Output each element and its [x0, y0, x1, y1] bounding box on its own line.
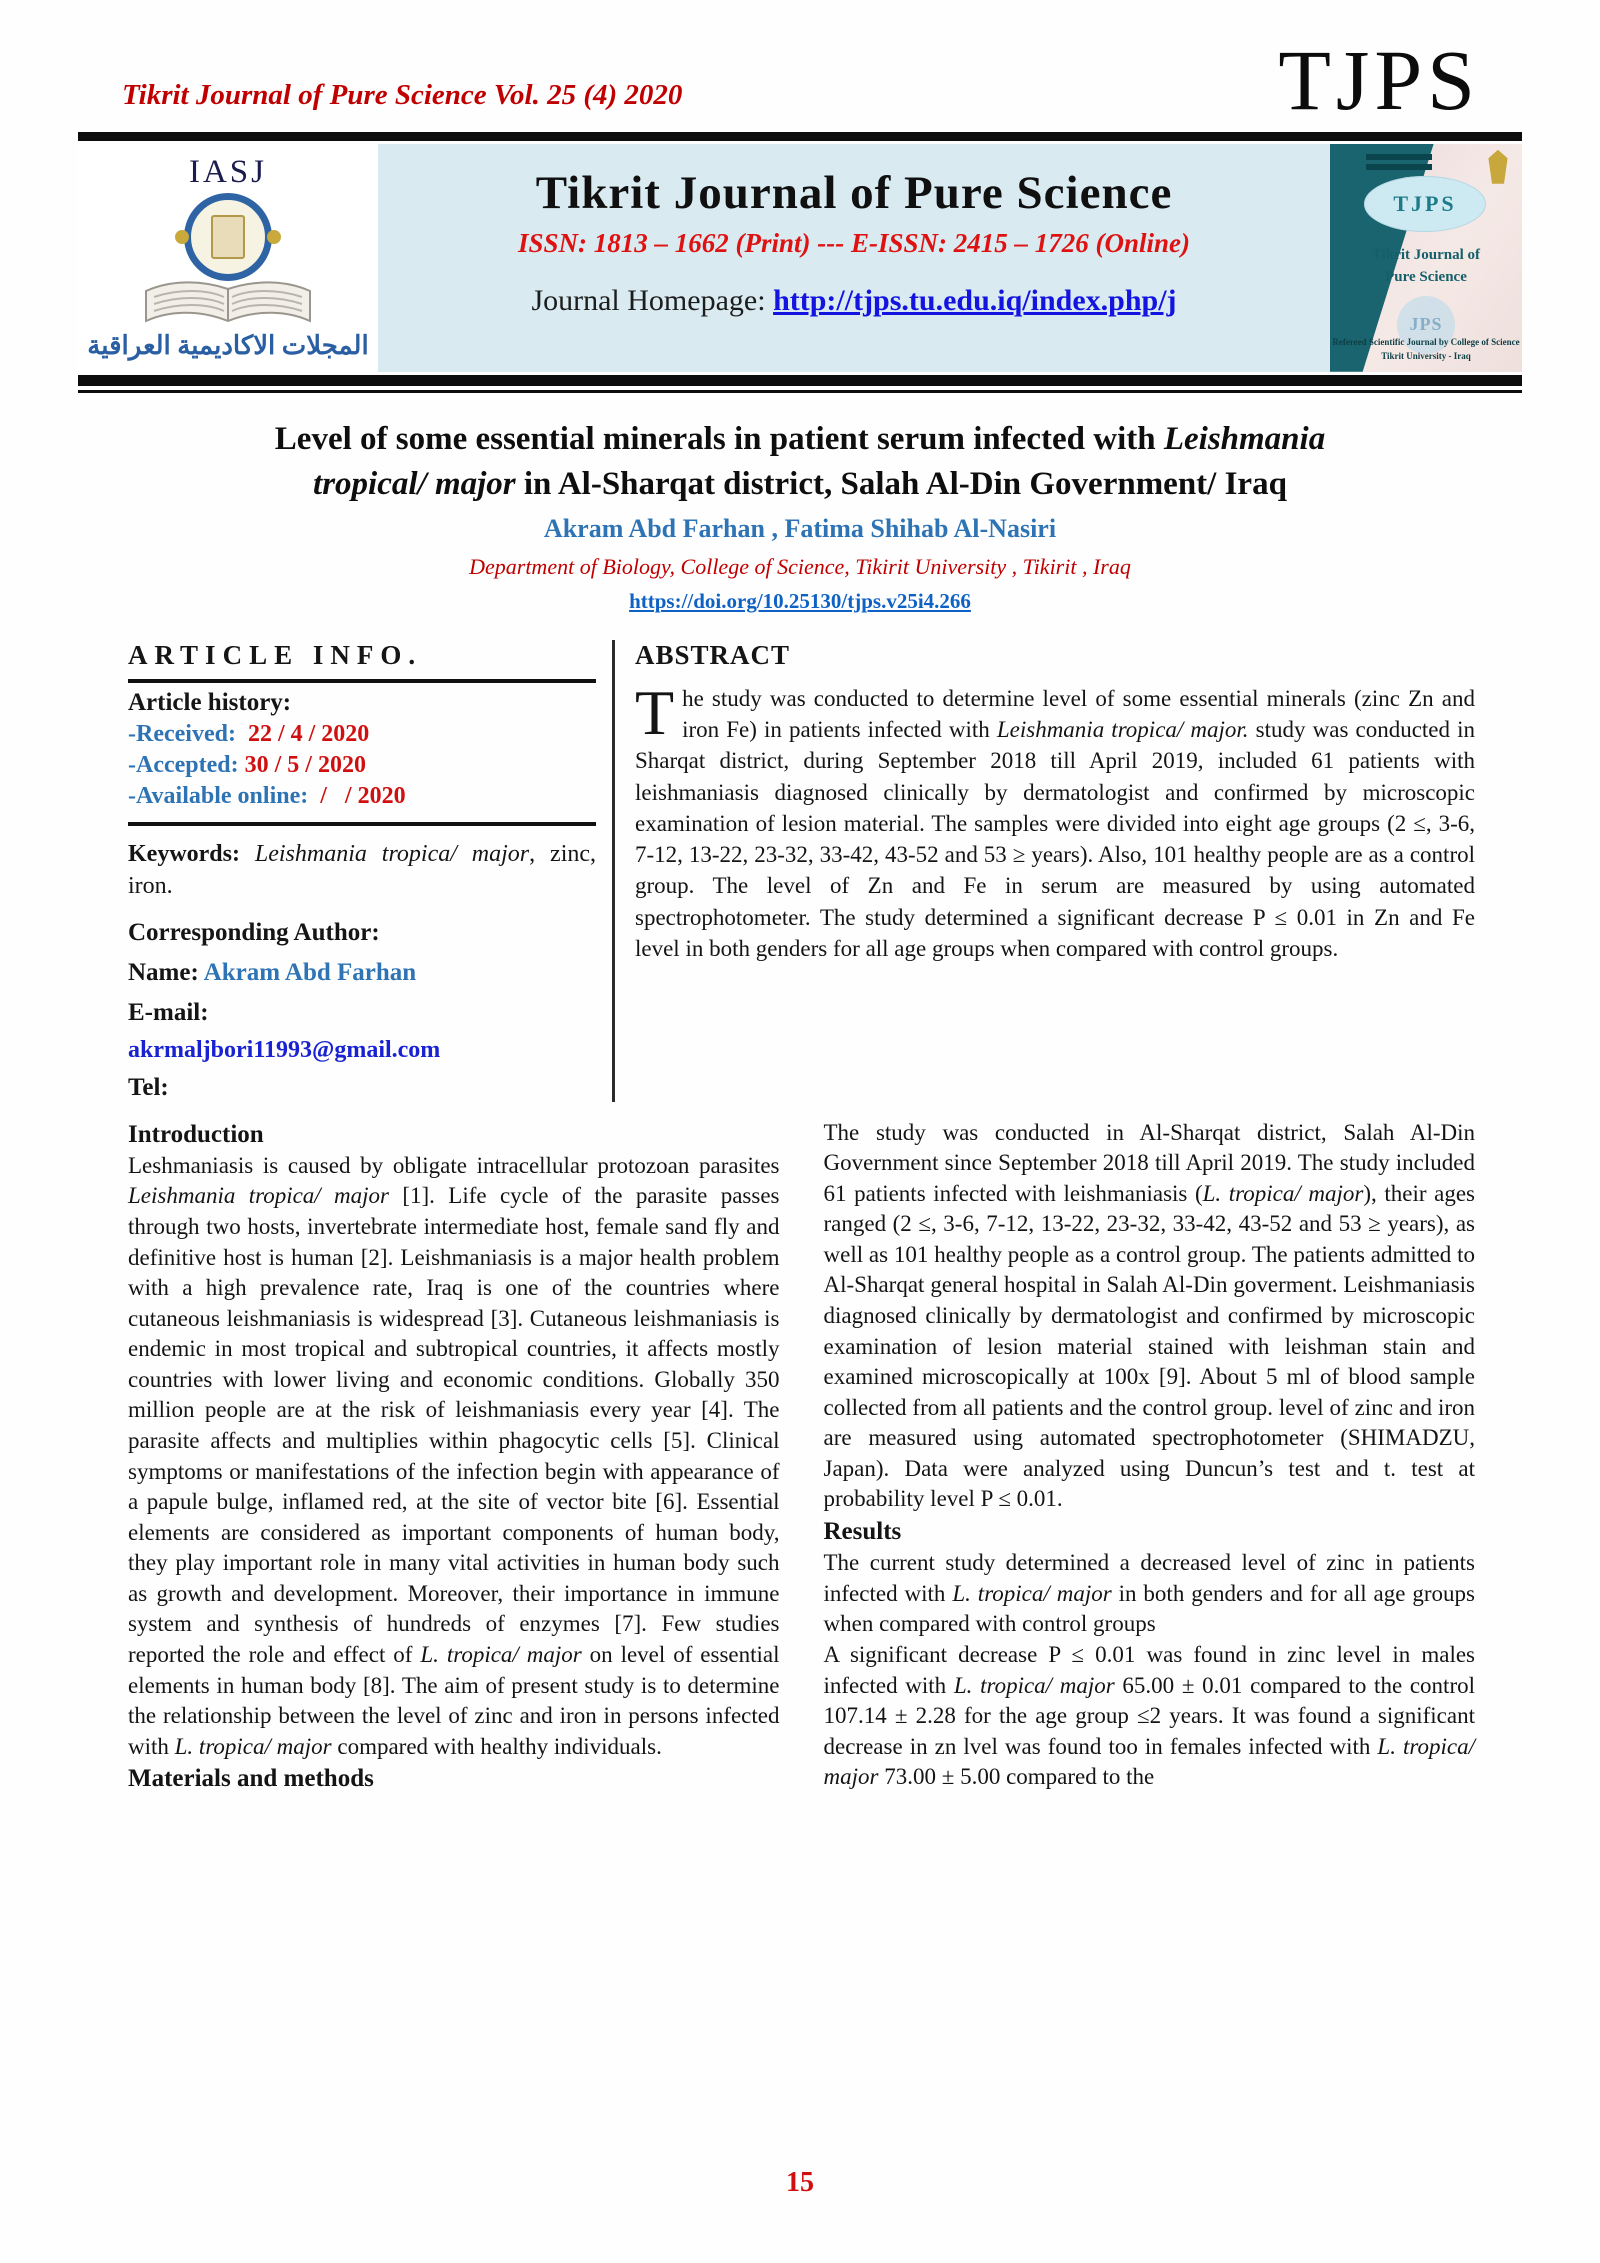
results-p2-seg3: 65.00 ± 0.01 compared to the control 107.14 ± 2.28 for the age group ≤2 years. It was found a significant decrease in zn lvel was found too in females infected with — [823, 1672, 1475, 1759]
article-history-block — [128, 683, 596, 826]
iasj-emblem-center-icon — [211, 215, 245, 259]
cover-tjps-badge: TJPS — [1364, 176, 1486, 232]
abstract-seg3: study was conducted in Sharqat district, during September 2018 till April 2019, included 61 patients with leishmaniasis diagnosed clinically by dermatologist and confirmed by microscopic examination of lesion material. The samples were divided into eight age groups (2 ≤, 3-6, 7-12, 13-22, 23-32, 33-42, 43-52 and 53 ≥ years). Also, 101 healthy people are as a control group. The level of Zn and Fe in serum are measured by using automated spectrophotometer. The study determined a significant decrease P ≤ 0.01 in Zn and Fe level in both genders for all age groups when compared with control groups. — [635, 717, 1476, 961]
iasj-logo-block — [78, 144, 378, 372]
intro-seg4-italic: L. tropica/ major — [420, 1642, 582, 1668]
email-label: E-mail: — [128, 998, 209, 1026]
page-number: 15 — [786, 2167, 814, 2198]
keywords-rest: , zinc, iron. — [128, 840, 597, 900]
intro-seg5: on level of essential elements in human body [8]. The aim of present study is to determine the relationship between the level of zinc and iron in persons infected with — [128, 1642, 780, 1759]
received-line — [128, 721, 596, 748]
abstract-dropcap: T — [635, 676, 675, 748]
doi-line — [0, 589, 1600, 614]
iasj-arabic-name: المجلات الاكاديمية العراقية — [87, 330, 369, 360]
cover-university-emblem-icon: JPS — [1397, 296, 1455, 354]
banner-homepage-line — [378, 284, 1330, 318]
cover-title — [1330, 244, 1522, 289]
abstract-seg1: he study was conducted to determine level of some essential minerals (zinc Zn and iron Fe) in patients infected with — [682, 685, 1475, 743]
cover-footer-line2: Tikrit University - Iraq — [1381, 351, 1471, 362]
results-paragraph-2 — [824, 1640, 1476, 1793]
tel-label: Tel: — [128, 1073, 169, 1101]
results-p1-seg1: The current study determined a decreased level of zinc in patients infected with — [823, 1550, 1475, 1606]
title-seg4: in Al-Sharqat district, Salah Al-Din Government/ Iraq — [515, 466, 1287, 503]
article-history-heading: Article history: — [128, 688, 292, 716]
cover-title-line1: Tikrit Journal of — [1371, 246, 1481, 263]
cover-footer — [1330, 335, 1522, 364]
received-label: -Received: — [128, 720, 242, 747]
article-title — [0, 417, 1600, 508]
accepted-label: -Accepted: — [128, 751, 245, 778]
top-rule — [78, 132, 1522, 141]
title-seg2-italic: Leishmania — [1163, 420, 1326, 457]
cover-issn-bar-1 — [1366, 154, 1432, 160]
homepage-label: Journal Homepage: — [531, 283, 774, 317]
body-right-column — [824, 1118, 1476, 1796]
masthead-journal-line: Tikrit Journal of Pure Science Vol. 25 (4) 2020 — [122, 78, 683, 111]
intro-seg6-italic: L. tropica/ major — [174, 1733, 332, 1759]
results-p2-seg4-italic: L. tropica/ major — [823, 1733, 1475, 1790]
abstract-heading: ABSTRACT — [635, 639, 791, 670]
affiliation-line: Department of Biology, College of Science, Tikirit University , Tikirit , Iraq — [469, 553, 1131, 579]
iasj-emblem-icon — [184, 193, 272, 281]
journal-banner — [78, 144, 1522, 372]
masthead — [0, 0, 1600, 128]
article-title-line2 — [140, 462, 1460, 508]
available-online-line — [128, 783, 596, 810]
tjps-logo-text: TJPS — [1278, 32, 1480, 128]
abstract-seg2-italic: Leishmania tropica/ major. — [996, 717, 1249, 743]
banner-bottom-rule-thin — [78, 390, 1522, 393]
intro-seg7: compared with healthy individuals. — [331, 1733, 662, 1759]
article-title-line1 — [140, 417, 1460, 463]
cover-footer-line1: Refereed Scientific Journal by College of Science — [1332, 336, 1520, 347]
methods-paragraph — [824, 1118, 1476, 1516]
iasj-acronym: IASJ — [188, 153, 268, 190]
abstract-text — [635, 676, 1476, 964]
received-value: 22 / 4 / 2020 — [241, 720, 370, 747]
results-paragraph-1 — [824, 1548, 1476, 1640]
cover-title-line2: Pure Science — [1385, 269, 1467, 286]
available-online-value: / / 2020 — [314, 782, 406, 809]
materials-methods-heading: Materials and methods — [128, 1765, 374, 1793]
keywords-line — [128, 838, 596, 903]
doi-link[interactable]: https://doi.org/10.25130/tjps.v25i4.266 — [629, 588, 971, 613]
intro-seg2-italic: Leishmania tropica/ major — [128, 1183, 389, 1209]
results-heading: Results — [823, 1518, 902, 1546]
open-book-icon — [138, 277, 318, 335]
cover-gold-emblem-icon — [1486, 150, 1510, 184]
banner-bottom-rule-thick — [78, 375, 1522, 386]
accepted-value: 30 / 5 / 2020 — [244, 751, 366, 778]
banner-issn-line: ISSN: 1813 – 1662 (Print) --- E-ISSN: 2415 – 1726 (Online) — [517, 227, 1191, 258]
introduction-heading: Introduction — [128, 1120, 264, 1148]
abstract-column — [615, 640, 1475, 1102]
results-p2-seg2-italic: L. tropica/ major — [953, 1672, 1115, 1698]
keywords-species: Leishmania tropica/ major — [254, 840, 530, 867]
cover-issn-bar-2 — [1366, 164, 1432, 170]
body-columns — [128, 1118, 1475, 1796]
banner-center — [378, 144, 1330, 372]
name-label: Name: — [128, 958, 204, 986]
email-link[interactable]: akrmaljbori11993@gmail.com — [128, 1036, 441, 1063]
article-info-heading: ARTICLE INFO. — [128, 640, 596, 683]
article-info-column — [128, 640, 615, 1102]
info-abstract-region — [128, 640, 1475, 1102]
iasj-emblem-left-dot-icon — [175, 230, 189, 244]
intro-seg3: [1]. Life cycle of the parasite passes through two hosts, invertebrate intermediate host, female sand fly and definitive host is human [2]. Leishmaniasis is a major health problem with a high prevalence rate, Iraq is one of the countries where cutaneous leishmaniasis is widespread [3]. Cutaneous leishmaniasis is endemic in most tropical and subtropical countries, it affects mostly countries with lower living and economic conditions. Globally 350 million people are at the risk of leishmaniasis every year [4]. The parasite affects and multiplies within phagocytic cells [5]. Clinical symptoms or manifestations of the infection begin with appearance of a papule bulge, inflamed red, at the site of vector bite [6]. Essential elements are considered as important components of human body, they play important role in many vital activities in human body such as growth and development. Moreover, their importance in immune system and synthesis of hundreds of enzymes [7]. Few studies reported the role and effect of — [128, 1183, 780, 1668]
authors-line: Akram Abd Farhan , Fatima Shihab Al-Nasiri — [543, 513, 1057, 543]
results-p1-seg2-italic: L. tropica/ major — [952, 1580, 1112, 1606]
introduction-paragraph — [128, 1151, 780, 1763]
body-left-column — [128, 1118, 780, 1796]
iasj-emblem-right-dot-icon — [267, 230, 281, 244]
methods-seg1: The study was conducted in Al-Sharqat district, Salah Al-Din Government since September 2018 till April 2019. The study included 61 patients infected with leishmaniasis ( — [823, 1119, 1475, 1206]
name-value: Akram Abd Farhan — [203, 958, 417, 986]
results-p2-seg5: 73.00 ± 5.00 compared to the — [878, 1764, 1155, 1790]
corresponding-author-heading: Corresponding Author: — [128, 918, 380, 946]
homepage-link[interactable]: http://tjps.tu.edu.iq/index.php/j — [773, 283, 1177, 317]
banner-journal-title: Tikrit Journal of Pure Science — [535, 166, 1173, 219]
title-seg3-italic: tropical/ major — [313, 466, 516, 503]
journal-cover-thumbnail — [1330, 144, 1522, 372]
methods-seg3: ), their ages ranged (2 ≤, 3-6, 7-12, 13-22, 23-32, 33-42, 43-52 and 53 ≥ years), as well as 101 healthy people as a control group. The patients admitted to Al-Sharqat general hospital in Salah Al-Din goverment. Leishmaniasis diagnosed clinically by dermatologist and confirmed by microscopic examination of lesion material stained with leishman stain and examined microscopically at 100x [9]. About 5 ml of blood sample collected from all patients and the control group. level of zinc and iron are measured using automated spectrophotometer (SHIMADZU, Japan). Data were analyzed using Duncun’s test and t. test at probability level P ≤ 0.01. — [823, 1180, 1475, 1512]
title-seg1: Level of some essential minerals in patient serum infected with — [274, 420, 1164, 457]
available-online-label: -Available online: — [128, 782, 315, 809]
methods-seg2-italic: L. tropica/ major — [1202, 1180, 1364, 1206]
results-p1-seg3: in both genders and for all age groups when compared with control groups — [823, 1580, 1475, 1637]
accepted-line — [128, 752, 596, 779]
corresponding-name-line — [128, 959, 596, 987]
keywords-label: Keywords: — [128, 840, 255, 867]
results-p2-seg1: A significant decrease P ≤ 0.01 was found in zinc level in males infected with — [823, 1642, 1475, 1698]
intro-seg1: Leshmaniasis is caused by obligate intracellular protozoan parasites — [128, 1152, 780, 1178]
